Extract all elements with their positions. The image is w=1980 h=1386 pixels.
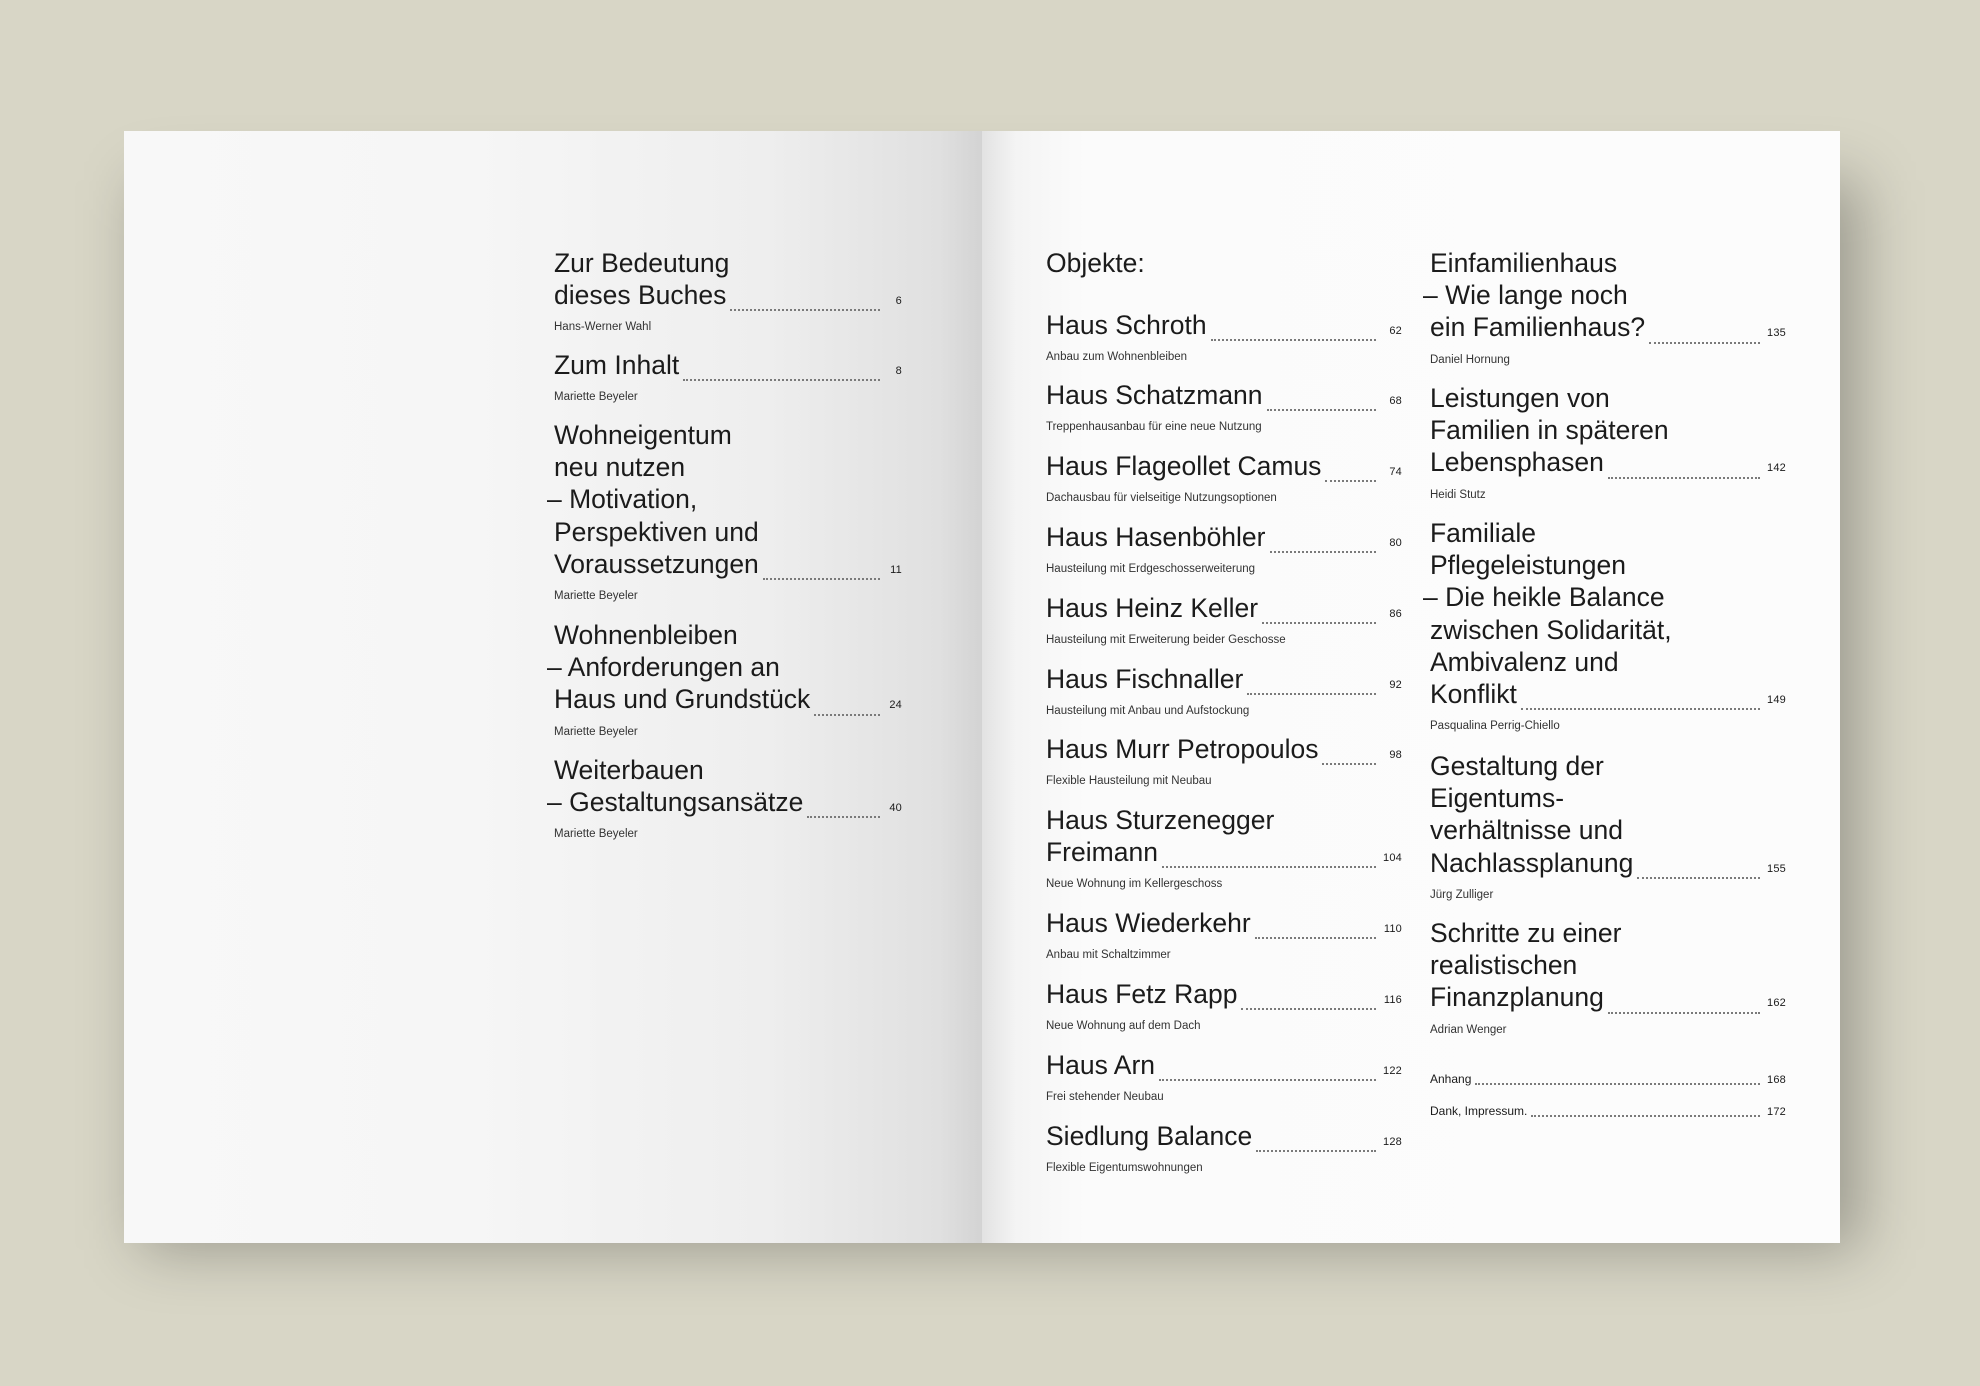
toc-entry-author: Mariette Beyeler [554, 391, 638, 404]
toc-title-line: Weiterbauen [554, 755, 704, 785]
toc-title-line: Einfamilienhaus [1430, 248, 1618, 278]
toc-entry[interactable] [1046, 450, 1402, 504]
toc-title-line: neu nutzen [554, 452, 686, 483]
page-number: 92 [1389, 679, 1402, 691]
appendix-label: Dank, Impressum. [1430, 1104, 1528, 1118]
page-number: 116 [1383, 994, 1402, 1006]
dot-leader [1267, 409, 1376, 411]
toc-entry[interactable] [1430, 917, 1786, 1036]
dot-leader [1159, 1079, 1376, 1081]
dot-leader [1325, 480, 1376, 482]
toc-title-line: Eigentums- [1430, 783, 1565, 814]
toc-entry[interactable] [1046, 663, 1402, 717]
dot-leader [1262, 622, 1376, 624]
toc-title-line: zwischen Solidarität, [1430, 614, 1672, 645]
page-number: 68 [1389, 395, 1402, 407]
toc-entry[interactable] [554, 247, 902, 333]
toc-entry[interactable] [1430, 750, 1786, 901]
page-number: 98 [1389, 749, 1402, 761]
toc-entry-title [547, 619, 902, 722]
toc-entry-author: Flexible Eigentumswohnungen [1046, 1162, 1203, 1175]
page-number: 24 [889, 699, 902, 712]
toc-title-line: Haus Schatzmann [1046, 380, 1263, 410]
toc-title-line: – Motivation, [547, 484, 698, 515]
toc-title-line: Haus Wiederkehr [1046, 908, 1251, 938]
toc-entry-title [1046, 309, 1402, 347]
toc-entry-author: Neue Wohnung auf dem Dach [1046, 1020, 1201, 1033]
toc-title-line: Haus Murr Petropoulos [1046, 734, 1319, 764]
toc-title-line: realistischen [1430, 950, 1578, 981]
toc-entry-author: Mariette Beyeler [554, 725, 638, 738]
toc-entry[interactable] [547, 754, 902, 841]
toc-title-line: Perspektiven und [554, 516, 759, 547]
toc-entry-title [547, 754, 902, 824]
toc-entry-author: Dachausbau für vielseitige Nutzungsoptionen [1046, 492, 1277, 505]
page-number: 40 [889, 802, 902, 815]
toc-title-line: Haus Sturzenegger [1046, 805, 1275, 835]
toc-entry-author: Treppenhausanbau für eine neue Nutzung [1046, 421, 1262, 434]
toc-entry-author: Anbau mit Schaltzimmer [1046, 949, 1171, 962]
dot-leader [1255, 937, 1376, 939]
toc-title-line: Haus Fischnaller [1046, 664, 1244, 694]
toc-title-line: Haus und Grundstück [554, 684, 811, 715]
appendix-label: Anhang [1430, 1072, 1472, 1086]
toc-entry-author: Hans-Werner Wahl [554, 321, 652, 334]
toc-entry-title [1046, 592, 1402, 630]
dot-leader [763, 578, 880, 580]
page-number: 149 [1767, 694, 1786, 707]
dot-leader [1162, 866, 1376, 868]
toc-entry-author: Hausteilung mit Erdgeschosserweiterung [1046, 563, 1256, 576]
dot-leader [1247, 693, 1376, 695]
toc-entry-author: Mariette Beyeler [554, 828, 638, 841]
dot-leader [730, 309, 880, 311]
page-number: 155 [1767, 862, 1786, 875]
toc-entry-title [1423, 517, 1786, 716]
toc-entry-title [547, 419, 902, 586]
dot-leader [683, 379, 880, 381]
toc-entry-author: Adrian Wenger [1430, 1023, 1507, 1036]
toc-title-line: ein Familienhaus? [1430, 312, 1646, 343]
toc-entry-author: Mariette Beyeler [554, 590, 638, 603]
toc-entry-title [1046, 733, 1402, 771]
toc-entry[interactable] [1046, 1049, 1402, 1103]
toc-title-line: – Die heikle Balance [1423, 582, 1665, 613]
toc-title-line: Haus Heinz Keller [1046, 593, 1259, 623]
right-page [982, 131, 1840, 1243]
toc-entry-author: Pasqualina Perrig-Chiello [1430, 720, 1560, 733]
toc-entry-title [1046, 1120, 1402, 1158]
toc-title-line: Haus Schroth [1046, 310, 1207, 340]
toc-entry[interactable] [547, 619, 902, 738]
toc-title-line: Ambivalenz und [1430, 646, 1619, 677]
dot-leader [1270, 551, 1377, 553]
dot-leader [1475, 1083, 1760, 1085]
toc-title-line: – Gestaltungsansätze [547, 787, 804, 818]
toc-title-line: dieses Buches [554, 280, 727, 311]
toc-entry[interactable] [1423, 517, 1786, 733]
toc-entry-title [1046, 1049, 1402, 1087]
toc-title-line: Haus Hasenböhler [1046, 522, 1266, 552]
toc-entry-title [1046, 450, 1402, 488]
toc-title-line: Haus Arn [1046, 1050, 1156, 1080]
toc-title-line: Familiale [1430, 518, 1537, 548]
toc-entry-title [554, 349, 902, 387]
toc-entry-author: Anbau zum Wohnenbleiben [1046, 351, 1188, 364]
toc-entry-title [1046, 804, 1402, 874]
toc-entry-author: Jürg Zulliger [1430, 888, 1494, 901]
dot-leader [1649, 342, 1760, 344]
toc-title-line: verhältnisse und [1430, 815, 1623, 846]
toc-entry-title [1430, 917, 1786, 1020]
toc-title-line: Haus Flageollet Camus [1046, 451, 1322, 481]
page-number: 162 [1767, 997, 1786, 1010]
toc-title-line: Haus Fetz Rapp [1046, 979, 1238, 1009]
page-number: 110 [1383, 923, 1402, 935]
dot-leader [1241, 1008, 1376, 1010]
toc-title-line: – Wie lange noch [1423, 280, 1628, 311]
toc-title-line: Leistungen von [1430, 383, 1610, 413]
toc-title-line: Zur Bedeutung [554, 248, 730, 278]
toc-title-line: – Anforderungen an [547, 652, 780, 683]
toc-entry-author: Flexible Hausteilung mit Neubau [1046, 775, 1212, 788]
toc-entry-author: Neue Wohnung im Kellergeschoss [1046, 878, 1223, 891]
page-number: 80 [1389, 537, 1402, 549]
toc-title-line: Familien in späteren [1430, 415, 1669, 446]
page-number: 168 [1767, 1074, 1786, 1086]
toc-entry[interactable] [1046, 1120, 1402, 1174]
toc-title-line: Finanzplanung [1430, 982, 1604, 1013]
toc-entry-title [1046, 907, 1402, 945]
toc-entry-title [1046, 663, 1402, 701]
toc-entry-author: Heidi Stutz [1430, 488, 1486, 501]
objects-heading: Objekte: [1046, 248, 1145, 278]
toc-entry[interactable] [1046, 379, 1402, 433]
dot-leader [1322, 763, 1376, 765]
toc-entry[interactable] [1046, 309, 1402, 363]
toc-entry[interactable] [1430, 382, 1786, 501]
toc-title-line: Gestaltung der [1430, 751, 1604, 781]
dot-leader [1608, 1012, 1760, 1014]
page-number: 6 [895, 295, 902, 308]
toc-title-line: Zum Inhalt [554, 350, 680, 380]
toc-entry[interactable] [1046, 592, 1402, 646]
page-number: 11 [890, 563, 902, 576]
toc-entry[interactable] [1046, 804, 1402, 890]
appendix-entry[interactable] [1430, 1072, 1786, 1087]
toc-entry-title [1046, 379, 1402, 417]
toc-entry[interactable] [1423, 247, 1786, 366]
page-number: 86 [1389, 608, 1402, 620]
toc-title-line: Nachlassplanung [1430, 847, 1634, 878]
toc-entry[interactable] [1046, 978, 1402, 1032]
toc-entry-author: Hausteilung mit Erweiterung beider Geschosse [1046, 634, 1286, 647]
dot-leader [1211, 339, 1376, 341]
toc-title-line: Wohnenbleiben [554, 620, 738, 650]
toc-entry-author: Daniel Hornung [1430, 353, 1510, 366]
dot-leader [1608, 477, 1760, 479]
dot-leader [1637, 877, 1760, 879]
toc-entry-title [1430, 382, 1786, 485]
toc-entry-author: Hausteilung mit Anbau und Aufstockung [1046, 705, 1250, 718]
toc-title-line: Lebensphasen [1430, 447, 1604, 478]
page-number: 172 [1767, 1106, 1786, 1118]
toc-entry-title [554, 247, 902, 317]
page-number: 62 [1389, 325, 1402, 337]
toc-entry-title [1423, 247, 1786, 350]
page-number: 104 [1383, 852, 1402, 865]
toc-title-line: Siedlung Balance [1046, 1121, 1253, 1151]
toc-title-line: Freimann [1046, 837, 1158, 868]
page-number: 128 [1383, 1136, 1402, 1148]
page-number: 74 [1389, 466, 1402, 478]
toc-entry-title [1046, 521, 1402, 559]
dot-leader [1521, 708, 1760, 710]
toc-entry[interactable] [1046, 733, 1402, 787]
toc-title-line: Konflikt [1430, 679, 1517, 710]
toc-title-line: Pflegeleistungen [1430, 550, 1626, 581]
toc-entry[interactable] [1046, 521, 1402, 575]
dot-leader [1256, 1150, 1376, 1152]
toc-entry-title [1430, 750, 1786, 885]
left-page [124, 131, 982, 1243]
toc-title-line: Schritte zu einer [1430, 918, 1622, 948]
dot-leader [807, 816, 880, 818]
toc-entry-title [1046, 978, 1402, 1016]
toc-entry[interactable] [1046, 907, 1402, 961]
page-number: 8 [895, 365, 902, 377]
toc-title-line: Voraussetzungen [554, 548, 759, 579]
toc-title-line: Wohneigentum [554, 420, 732, 450]
page-number: 142 [1767, 462, 1786, 475]
dot-leader [814, 714, 880, 716]
toc-entry[interactable] [547, 419, 902, 603]
dot-leader [1531, 1115, 1760, 1117]
appendix-entry[interactable] [1430, 1104, 1786, 1119]
toc-entry[interactable] [554, 349, 902, 403]
toc-entry-author: Frei stehender Neubau [1046, 1091, 1164, 1104]
page-number: 135 [1767, 327, 1786, 340]
page-number: 122 [1383, 1065, 1402, 1077]
